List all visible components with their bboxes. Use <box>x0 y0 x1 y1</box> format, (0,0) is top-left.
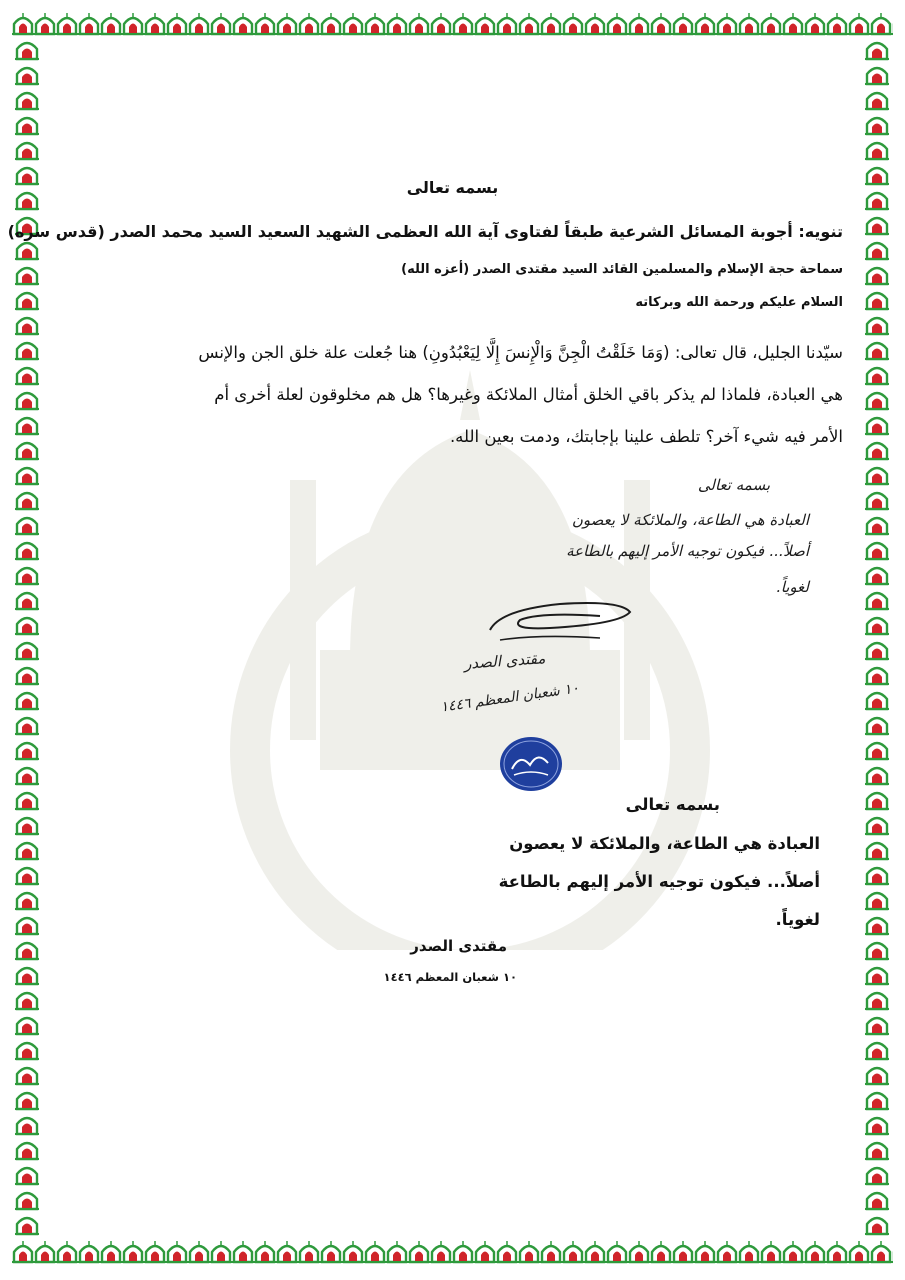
mosque-dome-motif-icon <box>12 10 893 36</box>
signature-date: ١٠ شعبان المعظم ١٤٤٦ <box>383 970 517 984</box>
notice-line: تنويه: أجوبة المسائل الشرعية طبقاً لفتاوى آية الله العظمى الشهيد السعيد السيد محمد الصدر (قدس سره) <box>7 222 843 241</box>
handwritten-answer-line: لغوياً. <box>775 578 809 596</box>
handwritten-signature-name: مقتدى الصدر <box>463 649 546 673</box>
handwritten-signature-date: ١٠ شعبان المعظم ١٤٤٦ <box>440 680 581 716</box>
mosque-dome-motif-icon <box>12 1238 893 1264</box>
seal-stamp-icon <box>498 735 564 793</box>
answer-heading: بسمه تعالى <box>625 795 720 814</box>
handwritten-signature <box>480 590 640 650</box>
answer-line: لغوياً. <box>775 910 820 929</box>
decorative-frame-top <box>12 10 893 36</box>
answer-line: أصلاً... فيكون توجيه الأمر إليهم بالطاعة <box>498 872 820 891</box>
question-line: هي العبادة، فلماذا لم يذكر باقي الخلق أمثال الملائكة وغيرها؟ هل هم مخلوقون لعلة أخرى أم <box>214 385 843 404</box>
answer-line: العبادة هي الطاعة، والملائكة لا يعصون <box>509 834 820 853</box>
mosque-dome-motif-icon <box>14 36 40 1238</box>
question-line: الأمر فيه شيء آخر؟ تلطف علينا بإجابتك، ودمت بعين الله. <box>449 427 843 446</box>
decorative-frame-left <box>14 36 40 1238</box>
decorative-frame-bottom <box>12 1238 893 1264</box>
handwritten-answer-line: بسمه تعالى <box>697 476 770 494</box>
mosque-dome-motif-icon <box>864 36 890 1238</box>
question-line: سيّدنا الجليل، قال تعالى: (وَمَا خَلَقْتُ الْجِنَّ وَالْإِنسَ إِلَّا لِيَعْبُدُونِ) هنا جُعلت علة خلق الجن والإنس <box>198 343 843 362</box>
greeting-line: السلام عليكم ورحمة الله وبركاته <box>635 295 843 310</box>
decorative-frame-right <box>864 36 890 1238</box>
signatory-name: مقتدى الصدر <box>410 937 507 955</box>
handwritten-answer-line: أصلاً... فيكون توجيه الأمر إليهم بالطاعة <box>566 542 809 560</box>
document-heading: بسمه تعالى <box>406 178 499 197</box>
addressee-line: سماحة حجة الإسلام والمسلمين القائد السيد مقتدى الصدر (أعزه الله) <box>401 262 843 277</box>
handwritten-answer-line: العبادة هي الطاعة، والملائكة لا يعصون <box>571 511 809 529</box>
